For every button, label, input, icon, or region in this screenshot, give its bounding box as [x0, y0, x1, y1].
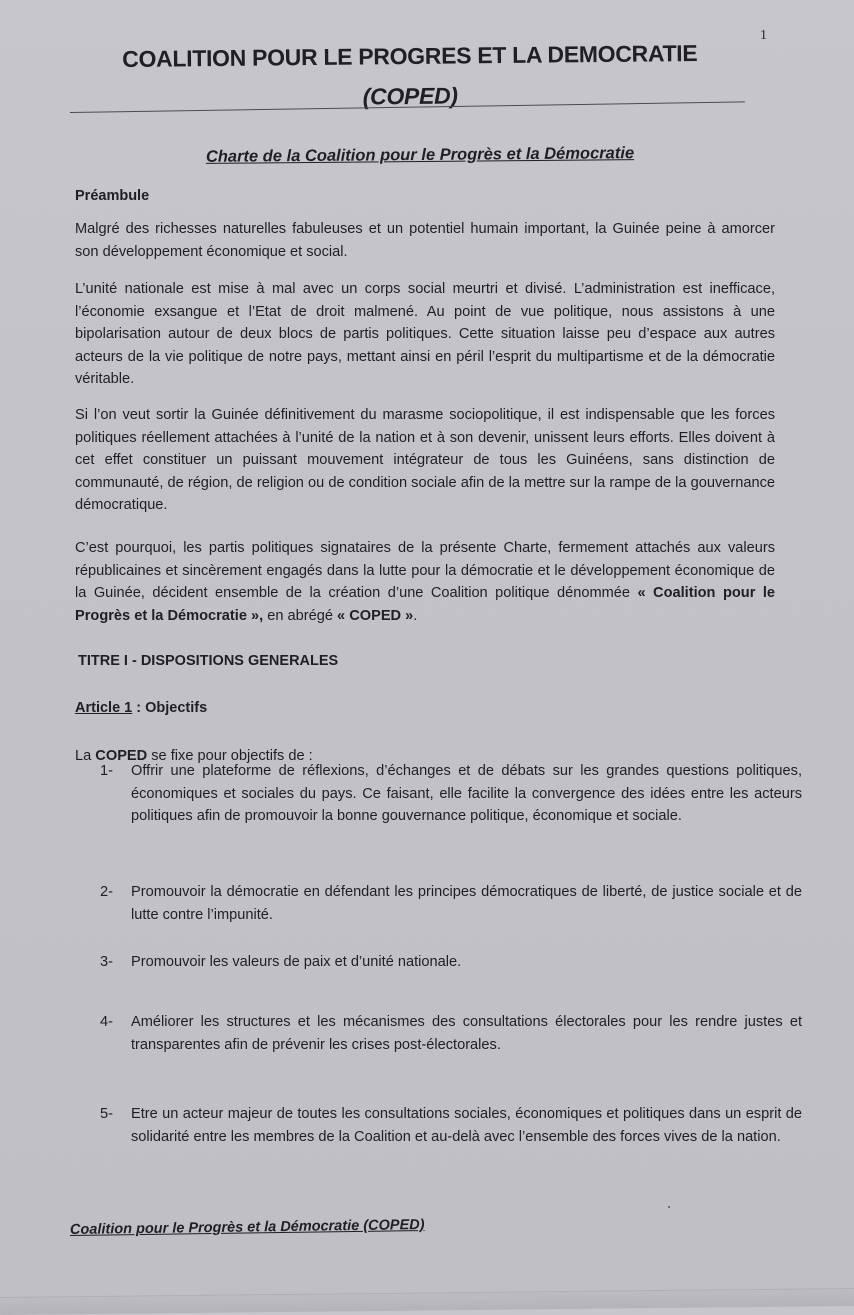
paragraph-text: .	[413, 607, 418, 624]
preamble-paragraph-2: L’unité nationale est mise à mal avec un corps social meurtri et divisé. L’administration est inefficace, l’économie exsangue et l’Etat de droit malmené. Au point de vue politique, nous assistons à une bipolarisation autour de deux blocs de partis politiques. Cette situation laisse peu d’espace aux autres acteurs de la vie politique de notre pays, mettant ainsi en péril l’esprit du multipartisme et de la démocratie véritable.	[75, 281, 775, 388]
coalition-name: « Coalition pour le Progrès et la Démocratie »,	[75, 585, 776, 624]
title-line-1: COALITION POUR LE PROGRES ET LA DEMOCRATIE	[122, 39, 698, 73]
intro-text: La	[75, 748, 96, 764]
objective-item-3	[100, 951, 802, 974]
objective-number: 2-	[100, 884, 113, 900]
objective-text: Promouvoir la démocratie en défendant les principes démocratiques de liberté, de justice sociale et de lutte contre l’impunité.	[131, 884, 802, 923]
article-heading	[75, 700, 207, 716]
paper-speck	[668, 1206, 670, 1208]
objective-item-1	[100, 760, 802, 828]
preamble-paragraph-4	[75, 537, 775, 627]
article-title: Objectifs	[145, 700, 208, 716]
paper-edge-shadow	[0, 1288, 854, 1315]
article-separator: :	[132, 700, 146, 716]
objective-number: 5-	[100, 1106, 113, 1122]
objective-text: Etre un acteur majeur de toutes les consultations sociales, économiques et politiques dans un esprit de solidarité entre les membres de la Coalition et au-delà avec l’ensemble des forces vives de la nation.	[131, 1106, 802, 1145]
paragraph-text: en abrégé	[263, 607, 338, 624]
preamble-paragraph-1: Malgré des richesses naturelles fabuleuses et un potentiel humain important, la Guinée peine à amorcer son développement économique et social.	[75, 221, 775, 260]
title-line-2: (COPED)	[362, 82, 458, 110]
coalition-abbreviation: « COPED »	[337, 607, 414, 624]
footer-title: Coalition pour le Progrès et la Démocratie (COPED)	[69, 1217, 425, 1238]
objective-item-5	[100, 1103, 802, 1148]
objective-item-2	[100, 881, 802, 926]
paragraph-text: C’est pourquoi, les partis politiques signataires de la présente Charte, fermement attachés aux valeurs républicaines et sincèrement engagés dans la lutte pour la démocratie et le développement économique de la Guinée, décident ensemble de la création d’une Coalition politique dénommée	[75, 540, 775, 602]
objective-text: Promouvoir les valeurs de paix et d’unité nationale.	[131, 954, 462, 970]
intro-coped: COPED	[95, 748, 148, 764]
objective-text: Améliorer les structures et les mécanismes des consultations électorales pour les rendre justes et transparentes afin de prévenir les crises post-électorales.	[131, 1014, 802, 1053]
objective-number: 1-	[100, 763, 113, 779]
charter-title: Charte de la Coalition pour le Progrès et la Démocratie	[205, 144, 635, 166]
objective-text: Offrir une plateforme de réflexions, d’échanges et de débats sur les grandes questions politiques, économiques et sociales du pays. Ce faisant, elle facilite la convergence des idées entre les acteurs politiques afin de promouvoir la bonne gouvernance politique, économique et sociale.	[131, 763, 802, 825]
titre-heading: TITRE I - DISPOSITIONS GENERALES	[78, 653, 339, 669]
objective-number: 3-	[100, 954, 113, 970]
page-number: 1	[760, 28, 767, 43]
intro-text: se fixe pour objectifs de :	[147, 748, 313, 764]
article-label: Article 1	[75, 700, 133, 716]
objective-number: 4-	[100, 1014, 113, 1030]
preamble-paragraph-3: Si l’on veut sortir la Guinée définitivement du marasme sociopolitique, il est indispensable que les forces politiques réellement attachées à l’unité de la nation et à son devenir, unissent leurs efforts. Elles doivent à cet effet constituer un puissant mouvement intégrateur de tous les Guinéens, sans distinction de communauté, de région, de religion ou de condition sociale afin de la mettre sur la rampe de la gouvernance démocratique.	[75, 407, 775, 514]
objective-item-4	[100, 1011, 802, 1056]
preamble-heading: Préambule	[75, 188, 150, 204]
